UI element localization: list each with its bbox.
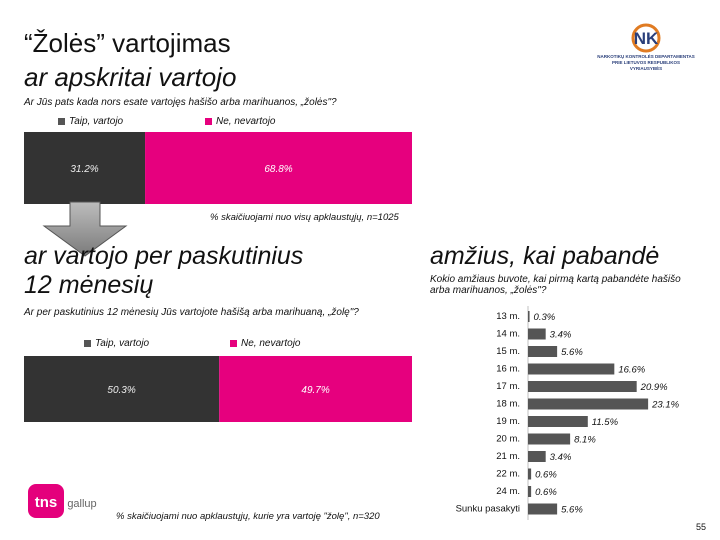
- bar-label-ne: 49.7%: [301, 385, 330, 396]
- age-bar: [528, 329, 546, 340]
- age-question: [430, 274, 681, 296]
- legend-label: Taip, vartojo: [69, 116, 124, 127]
- age-category-label: 24 m.: [496, 486, 520, 497]
- age-category-label: 18 m.: [496, 398, 520, 410]
- page-subtitle: ar apskritai vartojo: [24, 62, 237, 92]
- age-value-label: 20.9%: [640, 382, 668, 393]
- age-category-label: 21 m.: [496, 451, 520, 462]
- age-bar: [528, 381, 637, 392]
- stacked-bar-chart-1: [24, 132, 412, 204]
- mid-chart-note: % skaičiuojami nuo apklaustųjų, kurie yra vartoję "žolę", n=320: [116, 511, 380, 522]
- legend-label: Ne, nevartojo: [216, 116, 276, 127]
- page-number: 55: [696, 522, 707, 532]
- age-bar: [528, 504, 557, 515]
- stacked-bar-chart-2: [24, 356, 412, 422]
- age-question-line2: arba marihuanos, „žolės"?: [430, 285, 547, 296]
- age-value-label: 3.4%: [549, 452, 572, 463]
- tns-text: tns: [34, 494, 58, 511]
- section-title-line2: 12 mėnesių: [24, 271, 154, 299]
- top-question: Ar Jūs pats kada nors esate vartojęs hašišo arba marihuanos, „žolės"?: [24, 97, 337, 108]
- legend-swatch-magenta: [230, 340, 237, 347]
- age-bar: [528, 434, 570, 445]
- age-bar: [528, 486, 531, 497]
- page-title: “Žolės” vartojimas: [24, 28, 231, 58]
- legend-swatch-dark: [84, 340, 91, 347]
- age-bar: [528, 311, 530, 322]
- age-bar: [528, 451, 546, 462]
- age-value-label: 5.6%: [561, 504, 583, 516]
- age-category-label: 17 m.: [496, 381, 520, 392]
- age-value-label: 0.6%: [535, 487, 557, 498]
- age-value-label: 16.6%: [618, 364, 646, 376]
- tns-logo-icon: [22, 482, 102, 522]
- nkd-logo: [596, 20, 696, 75]
- section-title-line1: ar vartojo per paskutinius: [24, 242, 304, 270]
- logo-text-1: NARKOTIKŲ KONTROLĖS DEPARTAMENTAS: [597, 54, 695, 59]
- legend-item-ne-2: [230, 338, 300, 349]
- age-category-label: 20 m.: [496, 433, 520, 445]
- svg-text:NK: NK: [633, 29, 659, 48]
- legend-swatch-dark: [58, 118, 65, 125]
- section-title-age: amžius, kai pabandė: [430, 242, 660, 270]
- gallup-text: gallup: [67, 498, 97, 510]
- age-value-label: 11.5%: [591, 417, 619, 428]
- age-value-label: 5.6%: [561, 347, 583, 358]
- bar-label-taip: 50.3%: [107, 385, 136, 396]
- age-value-label: 23.1%: [652, 399, 680, 411]
- age-category-label: 15 m.: [496, 346, 520, 357]
- logo-text-2: PRIE LIETUVOS RESPUBLIKOS VYRIAUSYBĖS: [611, 60, 680, 71]
- legend-item-ne: [205, 116, 275, 127]
- age-bar-chart: [430, 306, 680, 522]
- age-bar: [528, 416, 588, 427]
- age-bar: [528, 399, 648, 410]
- age-bar: [528, 364, 614, 375]
- legend-label: Ne, nevartojo: [241, 338, 301, 349]
- legend-swatch-magenta: [205, 118, 212, 125]
- mid-question: Ar per paskutinius 12 mėnesių Jūs vartojote hašišą arba marihuaną, „žolę"?: [24, 307, 359, 318]
- age-category-label: 14 m.: [496, 328, 520, 340]
- age-category-label: Sunku pasakyti: [455, 503, 520, 515]
- age-value-label: 0.6%: [535, 469, 557, 481]
- legend-item-taip-2: [84, 338, 149, 349]
- age-bar: [528, 469, 531, 480]
- age-category-label: 22 m.: [496, 468, 520, 480]
- top-chart-note: % skaičiuojami nuo visų apklaustųjų, n=1025: [210, 212, 399, 223]
- legend-label: Taip, vartojo: [95, 338, 150, 349]
- age-category-label: 16 m.: [496, 363, 520, 375]
- section-title-12-months: [24, 242, 404, 300]
- legend-item-taip: [58, 116, 123, 127]
- age-category-label: 13 m.: [496, 311, 520, 322]
- age-category-label: 19 m.: [496, 416, 520, 427]
- age-value-label: 3.4%: [549, 329, 572, 341]
- age-value-label: 8.1%: [574, 434, 596, 446]
- age-bar: [528, 346, 557, 357]
- bar-label-ne: 68.8%: [264, 164, 293, 175]
- bar-label-taip: 31.2%: [70, 164, 99, 175]
- tns-gallup-logo: [22, 482, 102, 522]
- age-value-label: 0.3%: [533, 312, 556, 323]
- age-question-line1: Kokio amžiaus buvote, kai pirmą kartą pabandėte hašišo: [430, 274, 681, 285]
